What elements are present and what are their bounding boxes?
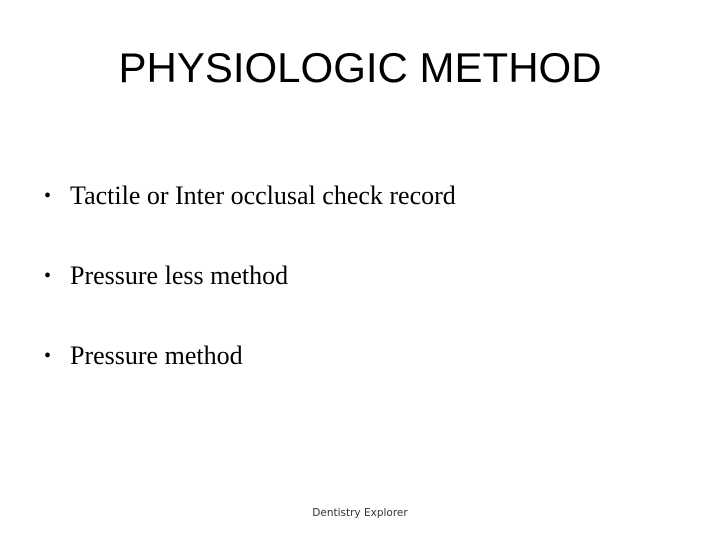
slide-title: PHYSIOLOGIC METHOD — [118, 44, 602, 91]
bullet-text: Pressure less method — [70, 261, 289, 290]
bullet-text: Tactile or Inter occlusal check record — [70, 181, 456, 210]
slide-footer: Dentistry Explorer — [312, 507, 408, 519]
bullet-marker: • — [44, 345, 52, 367]
bullet-text: Pressure method — [70, 341, 243, 370]
bullet-marker: • — [44, 185, 52, 207]
bullet-list — [44, 176, 456, 416]
bullet-marker: • — [44, 265, 52, 287]
list-item — [44, 176, 456, 216]
list-item — [44, 256, 456, 296]
list-item — [44, 336, 456, 376]
